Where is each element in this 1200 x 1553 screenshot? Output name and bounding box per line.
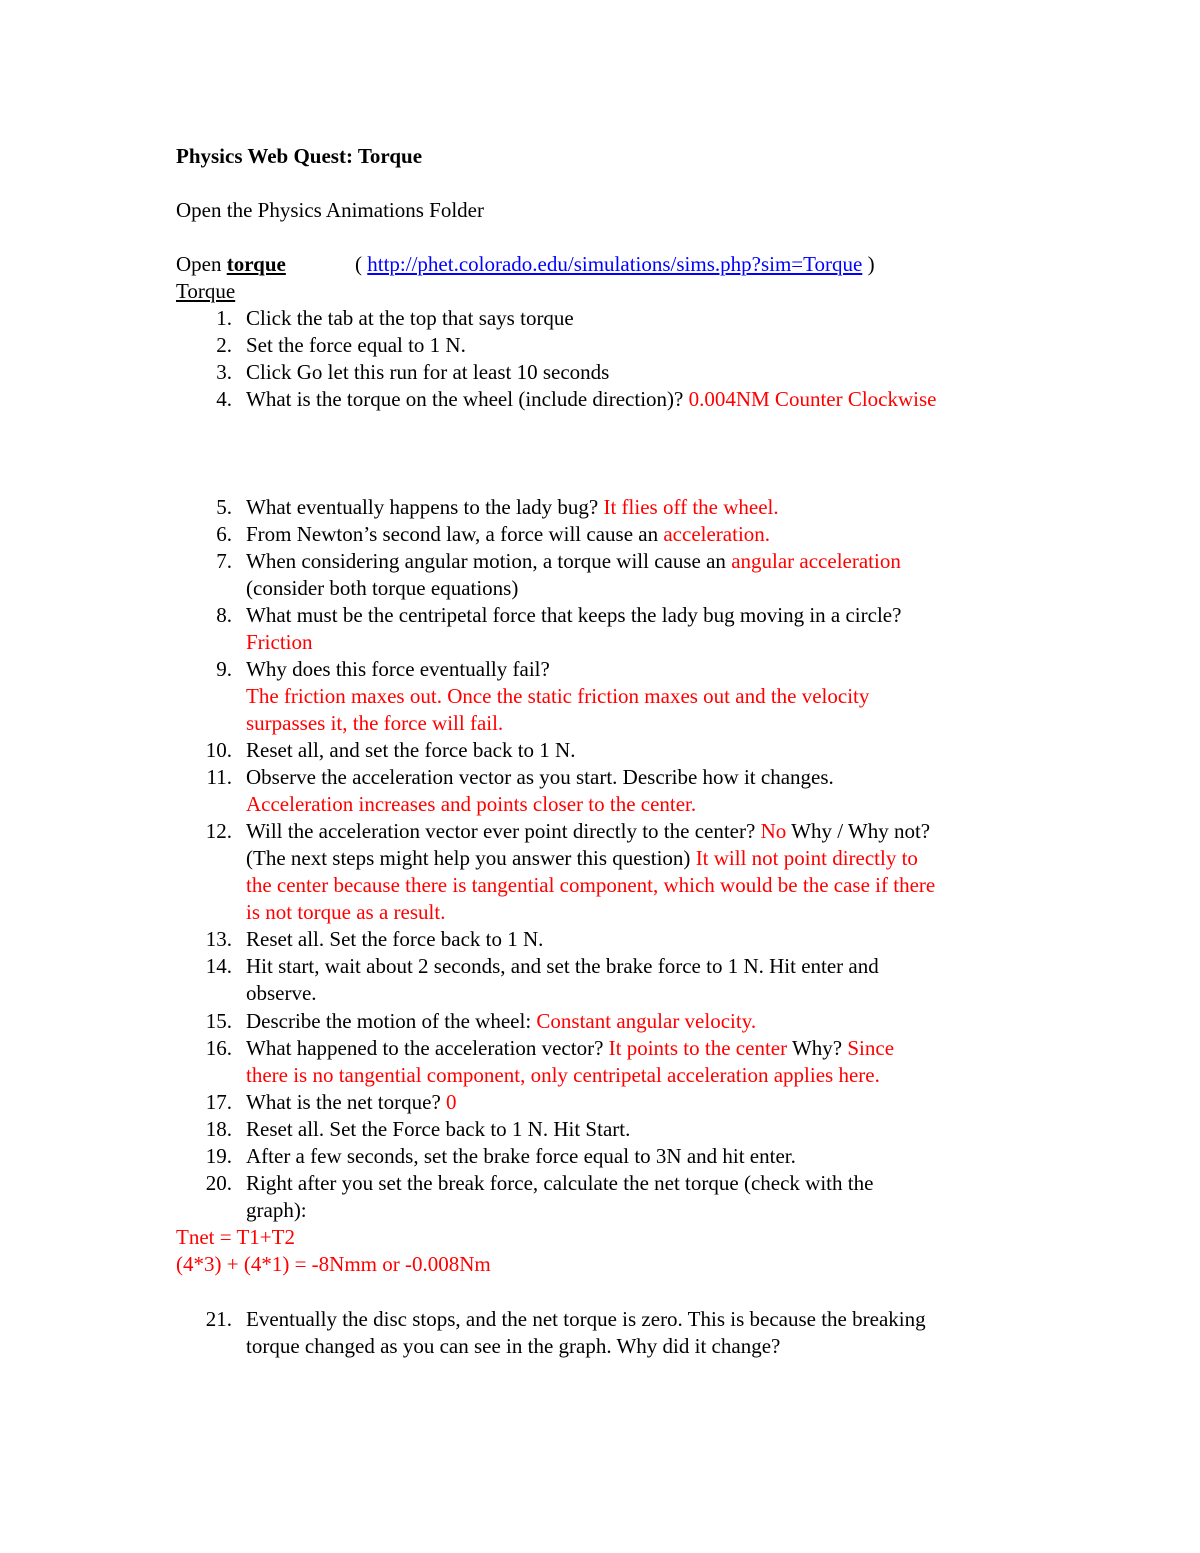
question-line <box>246 305 574 332</box>
sim-url-link[interactable]: http://phet.colorado.edu/simulations/sims.php?sim=Torque <box>367 252 863 276</box>
answer-text: angular acceleration <box>731 549 901 573</box>
calc-line: (4*3) + (4*1) = -8Nmm or -0.008Nm <box>176 1252 491 1276</box>
question-line <box>246 1008 756 1035</box>
question-text: Why / Why not? <box>786 819 931 843</box>
question-line <box>246 1116 630 1143</box>
question-number: 9. <box>216 657 232 681</box>
question-number: 12. <box>205 819 232 843</box>
sim-link-line <box>355 251 875 278</box>
question-line <box>246 1170 873 1197</box>
question-number: 8. <box>216 603 232 627</box>
question-text: observe. <box>246 981 317 1005</box>
question-text: What eventually happens to the lady bug? <box>246 495 604 519</box>
question-line <box>246 1062 880 1089</box>
question-line <box>246 656 550 683</box>
question-text: Observe the acceleration vector as you start. Describe how it changes. <box>246 765 834 789</box>
question-line <box>246 602 901 629</box>
question-text: Click Go let this run for at least 10 seconds <box>246 360 610 384</box>
question-text: Right after you set the break force, calculate the net torque (check with the <box>246 1171 874 1195</box>
page-title: Physics Web Quest: Torque <box>176 144 423 168</box>
open-prefix: Open <box>176 252 227 276</box>
question-line <box>246 1306 926 1333</box>
answer-text: 0 <box>446 1090 457 1114</box>
answer-text: It flies off the wheel. <box>603 495 779 519</box>
question-line <box>246 575 518 602</box>
torque-keyword: torque <box>226 252 286 276</box>
question-line <box>246 683 869 710</box>
answer-text: surpasses it, the force will fail. <box>246 711 504 735</box>
question-number: 16. <box>205 1036 232 1060</box>
question-number: 10. <box>205 738 232 762</box>
question-text: When considering angular motion, a torque will cause an <box>246 549 732 573</box>
question-text: Why? <box>787 1036 848 1060</box>
question-text: From Newton’s second law, a force will cause an <box>246 522 664 546</box>
question-number: 2. <box>216 333 232 357</box>
question-text: Set the force equal to 1 N. <box>246 333 466 357</box>
calc-line: Tnet = T1+T2 <box>176 1225 295 1249</box>
question-number: 5. <box>216 495 232 519</box>
question-line <box>246 548 901 575</box>
question-text: torque changed as you can see in the graph. Why did it change? <box>246 1334 781 1358</box>
question-text: Click the tab at the top that says torque <box>246 306 574 330</box>
section-heading: Torque <box>176 279 236 303</box>
question-number: 6. <box>216 522 232 546</box>
question-number: 17. <box>205 1090 232 1114</box>
question-line <box>246 494 779 521</box>
question-line <box>246 1197 307 1224</box>
question-number: 13. <box>205 927 232 951</box>
question-line <box>246 845 918 872</box>
answer-text: acceleration. <box>663 522 771 546</box>
answer-text: Acceleration increases and points closer to the center. <box>246 792 697 816</box>
question-line <box>246 791 696 818</box>
answer-text: is not torque as a result. <box>246 900 446 924</box>
question-line <box>246 1035 894 1062</box>
question-line <box>246 1333 780 1360</box>
question-number: 11. <box>206 765 232 789</box>
question-text: What is the net torque? <box>246 1090 447 1114</box>
question-line <box>246 737 575 764</box>
question-number: 7. <box>216 549 232 573</box>
question-text: graph): <box>246 1198 307 1222</box>
answer-text: Since <box>847 1036 895 1060</box>
open-torque-line <box>176 251 286 278</box>
question-line <box>246 1143 796 1170</box>
question-line <box>246 359 609 386</box>
question-text: (The next steps might help you answer this question) <box>246 846 696 870</box>
question-text: What must be the centripetal force that keeps the lady bug moving in a circle? <box>246 603 902 627</box>
question-number: 15. <box>205 1009 232 1033</box>
question-line <box>246 818 930 845</box>
question-text: Eventually the disc stops, and the net torque is zero. This is because the breaking <box>246 1307 926 1331</box>
question-text: Hit start, wait about 2 seconds, and set the brake force to 1 N. Hit enter and <box>246 954 879 978</box>
intro-text: Open the Physics Animations Folder <box>176 198 484 222</box>
answer-text: the center because there is tangential component, which would be the case if there <box>246 873 936 897</box>
question-line <box>246 1089 457 1116</box>
answer-text: It will not point directly to <box>695 846 918 870</box>
answer-text: there is no tangential component, only centripetal acceleration applies here. <box>246 1063 880 1087</box>
question-line <box>246 629 313 656</box>
question-line <box>246 872 935 899</box>
question-number: 3. <box>216 360 232 384</box>
question-text: Reset all. Set the force back to 1 N. <box>246 927 544 951</box>
question-number: 4. <box>216 387 232 411</box>
question-text: What is the torque on the wheel (include direction)? <box>246 387 689 411</box>
question-line <box>246 332 466 359</box>
question-text: Reset all, and set the force back to 1 N. <box>246 738 576 762</box>
question-number: 21. <box>205 1307 232 1331</box>
paren-close: ) <box>862 252 875 276</box>
answer-text: 0.004NM Counter Clockwise <box>688 387 937 411</box>
question-text: What happened to the acceleration vector? <box>246 1036 609 1060</box>
question-number: 1. <box>216 306 232 330</box>
question-number: 19. <box>205 1144 232 1168</box>
paren-open: ( <box>355 252 368 276</box>
answer-text: No <box>760 819 787 843</box>
question-line <box>246 386 937 413</box>
question-line <box>246 926 543 953</box>
question-text: (consider both torque equations) <box>246 576 519 600</box>
answer-text: The friction maxes out. Once the static friction maxes out and the velocity <box>246 684 870 708</box>
question-text: Reset all. Set the Force back to 1 N. Hit Start. <box>246 1117 631 1141</box>
question-text: Why does this force eventually fail? <box>246 657 550 681</box>
answer-text: It points to the center <box>608 1036 788 1060</box>
question-line <box>246 980 317 1007</box>
question-line <box>246 764 834 791</box>
question-text: After a few seconds, set the brake force equal to 3N and hit enter. <box>246 1144 796 1168</box>
answer-text: Constant angular velocity. <box>536 1009 757 1033</box>
question-line <box>246 899 445 926</box>
question-text: Describe the motion of the wheel: <box>246 1009 537 1033</box>
question-number: 20. <box>205 1171 232 1195</box>
answer-text: Friction <box>246 630 313 654</box>
question-number: 18. <box>205 1117 232 1141</box>
question-text: Will the acceleration vector ever point directly to the center? <box>246 819 761 843</box>
question-line <box>246 953 879 980</box>
question-line <box>246 710 503 737</box>
question-line <box>246 521 770 548</box>
question-number: 14. <box>205 954 232 978</box>
